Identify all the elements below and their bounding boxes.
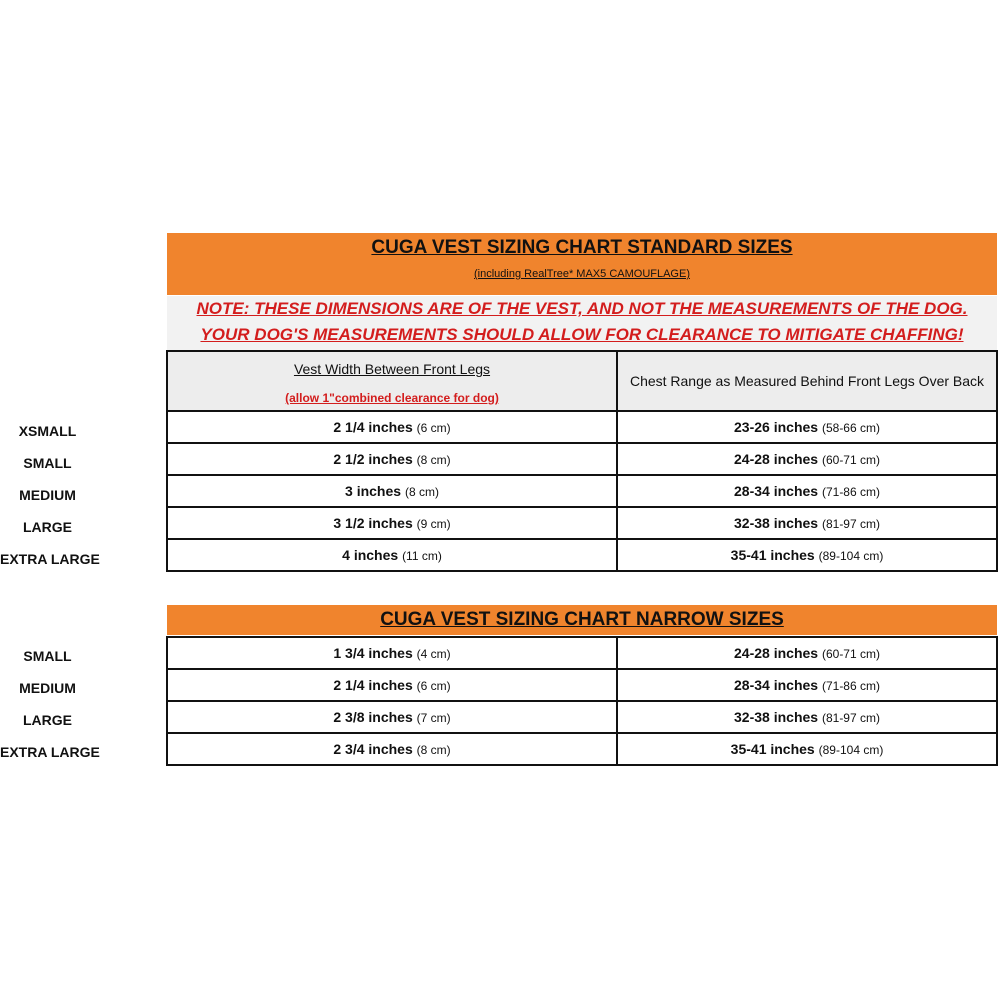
- size-label: LARGE: [23, 712, 72, 728]
- table-row: [167, 733, 997, 765]
- col-width-header-note: (allow 1"combined clearance for dog): [285, 391, 499, 405]
- width-cell: 2 3/8 inches (7 cm): [167, 701, 617, 733]
- width-cell: 2 1/2 inches (8 cm): [167, 443, 617, 475]
- width-cell: 1 3/4 inches (4 cm): [167, 637, 617, 669]
- note-line-1: NOTE: THESE DIMENSIONS ARE OF THE VEST, AND NOT THE MEASUREMENTS OF THE DOG.: [196, 299, 968, 318]
- standard-header-row: [167, 351, 997, 411]
- size-label: SMALL: [23, 648, 72, 664]
- size-label: MEDIUM: [19, 680, 76, 696]
- standard-title: CUGA VEST SIZING CHART STANDARD SIZES: [371, 237, 793, 258]
- col-chest-header-label: Chest Range as Measured Behind Front Legs Over Back: [629, 373, 985, 389]
- chest-cell: 24-28 inches (60-71 cm): [617, 443, 997, 475]
- chest-cell: 23-26 inches (58-66 cm): [617, 411, 997, 443]
- size-label: EXTRA LARGE: [0, 551, 100, 567]
- size-label: EXTRA LARGE: [0, 744, 100, 760]
- chest-cell: 24-28 inches (60-71 cm): [617, 637, 997, 669]
- table-row: [167, 701, 997, 733]
- chest-cell: 35-41 inches (89-104 cm): [617, 733, 997, 765]
- note-band: [167, 296, 997, 350]
- size-label: LARGE: [23, 519, 72, 535]
- standard-subtitle: (including RealTree* MAX5 CAMOUFLAGE): [474, 268, 690, 280]
- col-width-header: [167, 351, 617, 411]
- width-cell: 3 inches (8 cm): [167, 475, 617, 507]
- chest-cell: 32-38 inches (81-97 cm): [617, 701, 997, 733]
- table-row: [167, 669, 997, 701]
- table-row: [167, 507, 997, 539]
- note-line-2: YOUR DOG'S MEASUREMENTS SHOULD ALLOW FOR CLEARANCE TO MITIGATE CHAFFING!: [200, 325, 964, 344]
- chest-cell: 28-34 inches (71-86 cm): [617, 475, 997, 507]
- standard-size-table: [166, 350, 998, 572]
- table-row: [167, 637, 997, 669]
- narrow-size-table: [166, 636, 998, 766]
- chest-cell: 32-38 inches (81-97 cm): [617, 507, 997, 539]
- table-row: [167, 475, 997, 507]
- size-label: SMALL: [23, 455, 72, 471]
- narrow-title-band: [167, 605, 997, 635]
- table-row: [167, 539, 997, 571]
- table-row: [167, 443, 997, 475]
- width-cell: 2 1/4 inches (6 cm): [167, 411, 617, 443]
- width-cell: 4 inches (11 cm): [167, 539, 617, 571]
- width-cell: 2 1/4 inches (6 cm): [167, 669, 617, 701]
- chest-cell: 35-41 inches (89-104 cm): [617, 539, 997, 571]
- width-cell: 2 3/4 inches (8 cm): [167, 733, 617, 765]
- table-row: [167, 411, 997, 443]
- narrow-title: CUGA VEST SIZING CHART NARROW SIZES: [380, 609, 784, 630]
- standard-title-band: [167, 233, 997, 295]
- chest-cell: 28-34 inches (71-86 cm): [617, 669, 997, 701]
- width-cell: 3 1/2 inches (9 cm): [167, 507, 617, 539]
- size-label: XSMALL: [18, 423, 77, 439]
- col-chest-header: [617, 351, 997, 411]
- col-width-header-label: Vest Width Between Front Legs: [293, 361, 491, 377]
- size-label: MEDIUM: [19, 487, 76, 503]
